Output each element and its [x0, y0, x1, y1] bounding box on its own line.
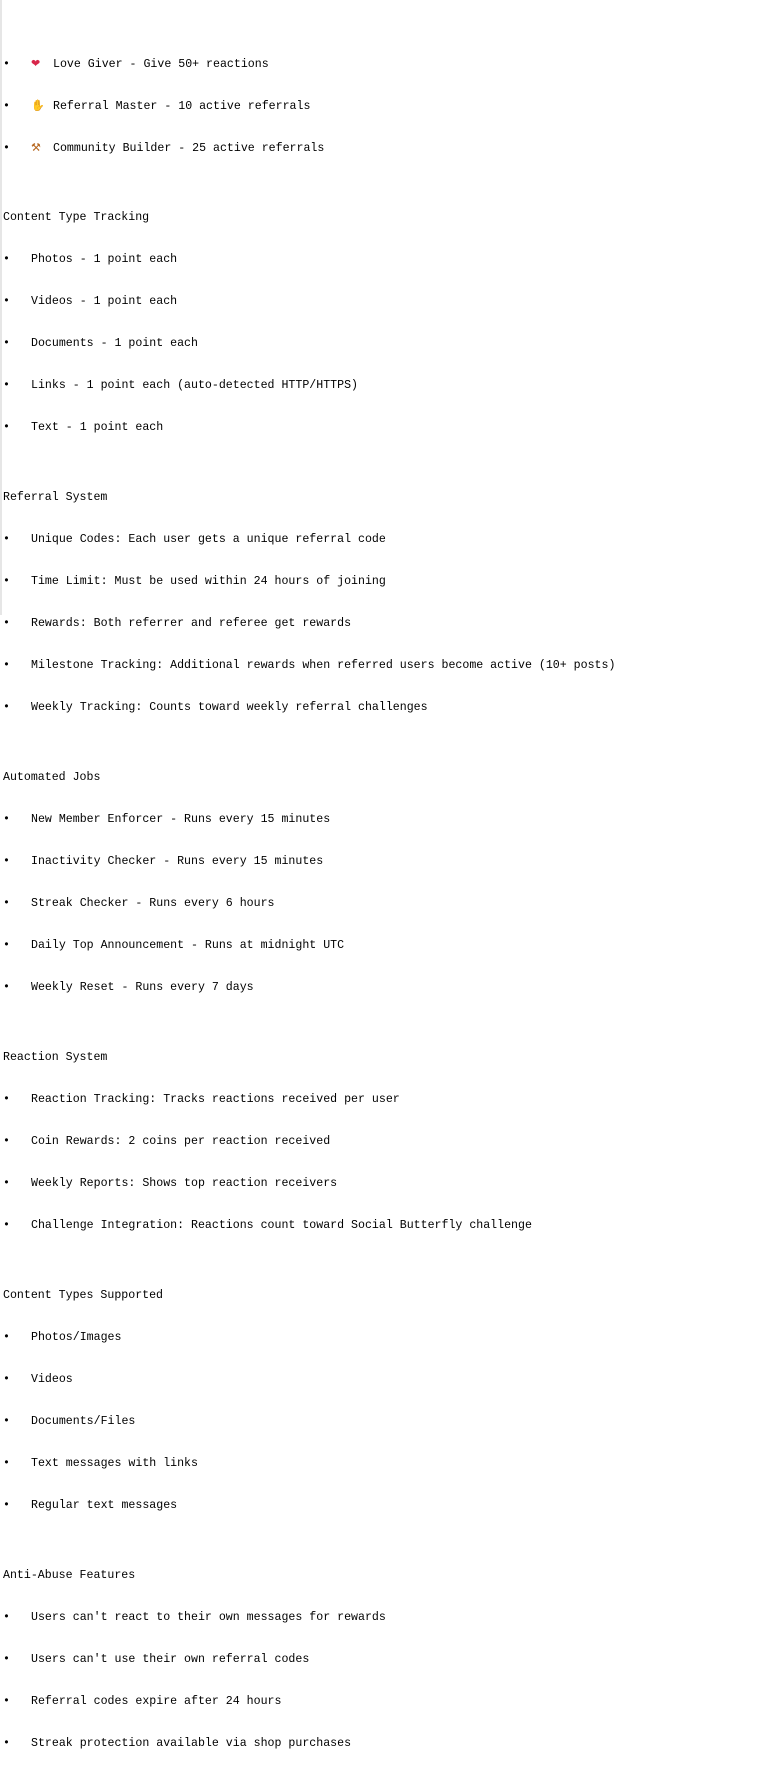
list-item	[3, 617, 615, 631]
bullet: •	[3, 1135, 10, 1148]
list-item	[3, 1219, 615, 1233]
bullet: •	[3, 659, 10, 672]
bullet: •	[3, 897, 10, 910]
list-item-text: Regular text messages	[31, 1499, 178, 1512]
list-item-text: Text - 1 point each	[31, 421, 164, 434]
bullet: •	[3, 813, 10, 826]
list-item	[3, 1653, 615, 1667]
list-item	[3, 1499, 615, 1513]
list-item	[3, 1611, 615, 1625]
bullet: •	[3, 142, 10, 155]
bullet: •	[3, 1177, 10, 1190]
list-item-text: Time Limit: Must be used within 24 hours of joining	[31, 575, 386, 588]
list-item-text: Weekly Tracking: Counts toward weekly referral challenges	[31, 701, 428, 714]
bullet: •	[3, 1653, 10, 1666]
list-item	[3, 99, 615, 113]
list-item	[3, 1177, 615, 1191]
bullet: •	[3, 1093, 10, 1106]
list-item	[3, 141, 615, 155]
list-item-text: Rewards: Both referrer and referee get rewards	[31, 617, 352, 630]
list-item	[3, 1331, 615, 1345]
section-heading: Automated Jobs	[3, 771, 101, 784]
bullet: •	[3, 295, 10, 308]
left-border	[0, 0, 2, 615]
bullet: •	[3, 981, 10, 994]
section-heading: Referral System	[3, 491, 108, 504]
list-item-text: New Member Enforcer - Runs every 15 minutes	[31, 813, 331, 826]
bullet: •	[3, 533, 10, 546]
bullet: •	[3, 1415, 10, 1428]
bullet: •	[3, 1737, 10, 1750]
list-item	[3, 1695, 615, 1709]
list-item	[3, 701, 615, 715]
list-item-text: Documents - 1 point each	[31, 337, 198, 350]
list-item-text: Coin Rewards: 2 coins per reaction received	[31, 1135, 331, 1148]
list-item	[3, 1415, 615, 1429]
list-item	[3, 981, 615, 995]
list-item-text: Streak Checker - Runs every 6 hours	[31, 897, 275, 910]
list-item-text: Photos - 1 point each	[31, 253, 178, 266]
list-item-text: Milestone Tracking: Additional rewards when referred users become active (10+ posts)	[31, 659, 616, 672]
list-item	[3, 855, 615, 869]
list-item	[3, 253, 615, 267]
document-body	[3, 1, 615, 1779]
section-heading: Reaction System	[3, 1051, 108, 1064]
list-item	[3, 1373, 615, 1387]
list-item-text: Referral codes expire after 24 hours	[31, 1695, 282, 1708]
list-item	[3, 1093, 615, 1107]
list-item-text: Videos - 1 point each	[31, 295, 178, 308]
list-item-text: Streak protection available via shop purchases	[31, 1737, 352, 1750]
bullet: •	[3, 337, 10, 350]
heart-icon: ❤	[31, 57, 41, 70]
list-item-text: Community Builder - 25 active referrals	[53, 142, 325, 155]
list-item-text: Photos/Images	[31, 1331, 122, 1344]
bullet: •	[3, 1373, 10, 1386]
section-heading: Content Type Tracking	[3, 211, 150, 224]
list-item	[3, 575, 615, 589]
list-item-text: Text messages with links	[31, 1457, 198, 1470]
bullet: •	[3, 575, 10, 588]
list-item-text: Weekly Reports: Shows top reaction receivers	[31, 1177, 338, 1190]
list-item	[3, 813, 615, 827]
list-item-text: Links - 1 point each (auto-detected HTTP/HTTPS)	[31, 379, 358, 392]
list-item-text: Users can't react to their own messages for rewards	[31, 1611, 386, 1624]
list-item	[3, 295, 615, 309]
list-item-text: Challenge Integration: Reactions count toward Social Butterfly challenge	[31, 1219, 532, 1232]
bullet: •	[3, 1499, 10, 1512]
list-item	[3, 1737, 615, 1751]
bullet: •	[3, 379, 10, 392]
bullet: •	[3, 58, 10, 71]
list-item	[3, 337, 615, 351]
bullet: •	[3, 617, 10, 630]
list-item-text: Inactivity Checker - Runs every 15 minutes	[31, 855, 324, 868]
list-item	[3, 1457, 615, 1471]
list-item-text: Weekly Reset - Runs every 7 days	[31, 981, 254, 994]
bullet: •	[3, 421, 10, 434]
list-item-text: Users can't use their own referral codes	[31, 1653, 310, 1666]
list-item-text: Videos	[31, 1373, 73, 1386]
bullet: •	[3, 1611, 10, 1624]
section-heading: Content Types Supported	[3, 1289, 164, 1302]
bullet: •	[3, 939, 10, 952]
list-item-text: Unique Codes: Each user gets a unique referral code	[31, 533, 386, 546]
bullet: •	[3, 100, 10, 113]
bullet: •	[3, 1331, 10, 1344]
bullet: •	[3, 1457, 10, 1470]
list-item	[3, 659, 615, 673]
list-item-text: Daily Top Announcement - Runs at midnight UTC	[31, 939, 345, 952]
list-item-text: Documents/Files	[31, 1415, 136, 1428]
list-item	[3, 1135, 615, 1149]
list-item-text: Love Giver - Give 50+ reactions	[53, 58, 269, 71]
list-item	[3, 421, 615, 435]
list-item	[3, 379, 615, 393]
list-item	[3, 57, 615, 71]
bullet: •	[3, 1219, 10, 1232]
bullet: •	[3, 855, 10, 868]
list-item-text: Referral Master - 10 active referrals	[53, 100, 311, 113]
bullet: •	[3, 1695, 10, 1708]
list-item	[3, 939, 615, 953]
list-item-text: Reaction Tracking: Tracks reactions received per user	[31, 1093, 400, 1106]
bullet: •	[3, 253, 10, 266]
builder-icon: ⚒	[31, 141, 41, 154]
bullet: •	[3, 701, 10, 714]
list-item	[3, 533, 615, 547]
section-heading: Anti-Abuse Features	[3, 1569, 136, 1582]
handshake-icon: ✋	[31, 99, 45, 112]
list-item	[3, 897, 615, 911]
